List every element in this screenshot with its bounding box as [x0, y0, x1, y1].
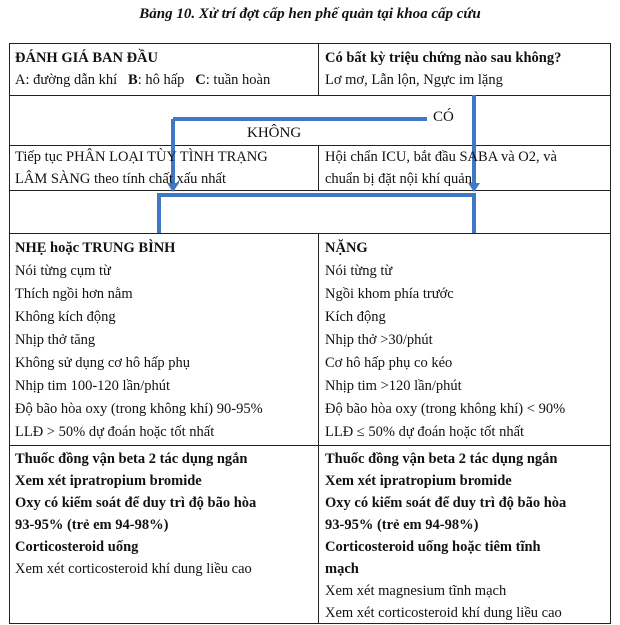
treatment-item: Oxy có kiểm soát để duy trì độ bão hòa	[325, 495, 567, 511]
treatment-item: Xem xét corticosteroid khí dung liều cao	[325, 605, 562, 621]
list-item: Độ bão hòa oxy (trong không khí) 90-95%	[15, 401, 263, 417]
treatment-item: Thuốc đồng vận beta 2 tác dụng ngắn	[15, 451, 248, 467]
icu-line-2: chuẩn bị đặt nội khí quản	[325, 171, 472, 187]
severe-signs-cell	[325, 237, 607, 444]
no-label: KHÔNG	[247, 125, 302, 141]
danger-symptoms-heading: Có bất kỳ triệu chứng nào sau không?	[325, 50, 562, 66]
treatment-item: Thuốc đồng vận beta 2 tác dụng ngắn	[325, 451, 558, 467]
treatment-item: Xem xét magnesium tĩnh mạch	[325, 583, 507, 599]
treatment-item: Xem xét ipratropium bromide	[325, 473, 512, 489]
mild-heading: NHẸ hoặc TRUNG BÌNH	[15, 240, 176, 256]
abc-c-text: : tuần hoàn	[205, 72, 271, 88]
table-title: Bảng 10. Xử trí đợt cấp hen phế quản tại khoa cấp cứu	[139, 6, 481, 22]
severe-treatment-cell	[325, 448, 607, 624]
mild-treatment-cell	[15, 448, 311, 580]
list-item: Không sử dụng cơ hô hấp phụ	[15, 355, 191, 371]
abc-c-key: C	[195, 72, 206, 88]
treatment-item: Corticosteroid uống	[15, 539, 139, 555]
abc-b-key: B	[128, 72, 138, 88]
list-item: Nhịp tim 100-120 lần/phút	[15, 378, 171, 394]
continue-classification-cell	[15, 146, 315, 190]
treatment-item: Corticosteroid uống hoặc tiêm tĩnh	[325, 539, 541, 555]
mild-signs-cell	[15, 237, 315, 444]
list-item: Nói từng cụm từ	[15, 263, 111, 279]
list-item: Cơ hô hấp phụ co kéo	[325, 355, 453, 371]
list-item: Không kích động	[15, 309, 116, 325]
icu-consult-cell	[325, 146, 607, 190]
treatment-item: 93-95% (trẻ em 94-98%)	[15, 517, 169, 533]
column-divider	[318, 233, 319, 624]
list-item: Nhịp thở tăng	[15, 332, 96, 348]
abc-a-key: A	[15, 72, 26, 88]
icu-line-1: Hội chẩn ICU, bắt đầu SABA và O2, và	[325, 149, 557, 165]
list-item: Nhịp tim >120 lần/phút	[325, 378, 462, 394]
initial-assessment-heading: ĐÁNH GIÁ BAN ĐẦU	[15, 50, 158, 66]
danger-symptoms-text: Lơ mơ, Lẫn lộn, Ngực im lặng	[325, 72, 503, 88]
severe-heading: NẶNG	[325, 240, 368, 256]
row-divider	[9, 445, 611, 446]
treatment-item: Xem xét corticosteroid khí dung liều cao	[15, 561, 252, 577]
abc-b-text: : hô hấp	[137, 72, 185, 88]
list-item: Thích ngồi hơn nằm	[15, 286, 133, 302]
yes-label: CÓ	[433, 109, 454, 125]
treatment-item: Xem xét ipratropium bromide	[15, 473, 202, 489]
continue-line-2: LÂM SÀNG theo tính chất xấu nhất	[15, 171, 227, 187]
list-item: Độ bão hòa oxy (trong không khí) < 90%	[325, 401, 566, 417]
treatment-item: Oxy có kiểm soát để duy trì độ bão hòa	[15, 495, 257, 511]
treatment-item: mạch	[325, 561, 359, 577]
list-item: Kích động	[325, 309, 386, 325]
list-item: Nói từng từ	[325, 263, 393, 279]
abc-a-text: : đường dẫn khí	[25, 72, 118, 88]
treatment-table	[9, 43, 611, 625]
list-item: Ngồi khom phía trước	[325, 286, 454, 302]
list-item: LLĐ ≤ 50% dự đoán hoặc tốt nhất	[325, 424, 525, 440]
continue-line-1: Tiếp tục PHÂN LOẠI TÙY TÌNH TRẠNG	[15, 149, 268, 165]
flow-arrows	[9, 43, 611, 243]
treatment-item: 93-95% (trẻ em 94-98%)	[325, 517, 479, 533]
list-item: LLĐ > 50% dự đoán hoặc tốt nhất	[15, 424, 215, 440]
list-item: Nhịp thở >30/phút	[325, 332, 433, 348]
